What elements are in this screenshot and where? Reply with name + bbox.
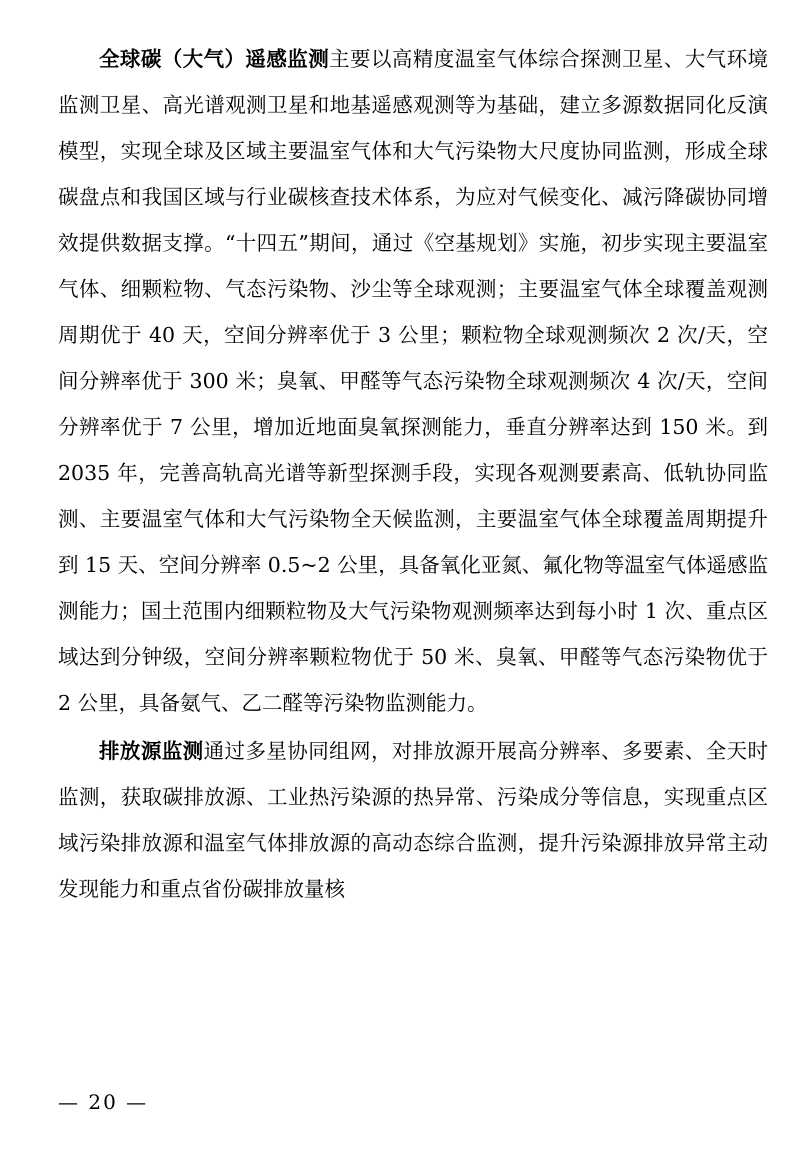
- page-number: — 20 —: [58, 1090, 149, 1114]
- document-page: [58, 36, 768, 914]
- paragraph-lead-heading: 排放源监测: [99, 739, 204, 763]
- paragraph-body: 主要以高精度温室气体综合探测卫星、大气环境监测卫星、高光谱观测卫星和地基遥感观测等为基础，建立多源数据同化反演模型，实现全球及区域主要温室气体和大气污染物大尺度协同监测，形成全球碳盘点和我国区域与行业碳核查技术体系，为应对气候变化、减污降碳协同增效提供数据支撑。“十四五”期间，通过《空基规划》实施，初步实现主要温室气体、细颗粒物、气态污染物、沙尘等全球观测；主要温室气体全球覆盖观测周期优于 40 天，空间分辨率优于 3 公里；颗粒物全球观测频次 2 次/天，空间分辨率优于 300 米；臭氧、甲醛等气态污染物全球观测频次 4 次/天，空间分辨率优于 7 公里，增加近地面臭氧探测能力，垂直分辨率达到 150 米。到 2035 年，完善高轨高光谱等新型探测手段，实现各观测要素高、低轨协同监测、主要温室气体和大气污染物全天候监测，主要温室气体全球覆盖周期提升到 15 天、空间分辨率 0.5~2 公里，具备氧化亚氮、氟化物等温室气体遥感监测能力；国土范围内细颗粒物及大气污染物观测频率达到每小时 1 次、重点区域达到分钟级，空间分辨率颗粒物优于 50 米、臭氧、甲醛等气态污染物优于 2 公里，具备氨气、乙二醛等污染物监测能力。: [58, 47, 769, 715]
- paragraph-body: 通过多星协同组网，对排放源开展高分辨率、多要素、全天时监测，获取碳排放源、工业热污染源的热异常、污染成分等信息，实现重点区域污染排放源和温室气体排放源的高动态综合监测，提升污染源排放异常主动发现能力和重点省份碳排放量核: [58, 739, 769, 901]
- paragraph-lead-heading: 全球碳（大气）遥感监测: [99, 47, 330, 71]
- paragraph-emission-source-monitoring: [58, 728, 768, 912]
- paragraph-global-carbon-monitoring: [58, 36, 768, 726]
